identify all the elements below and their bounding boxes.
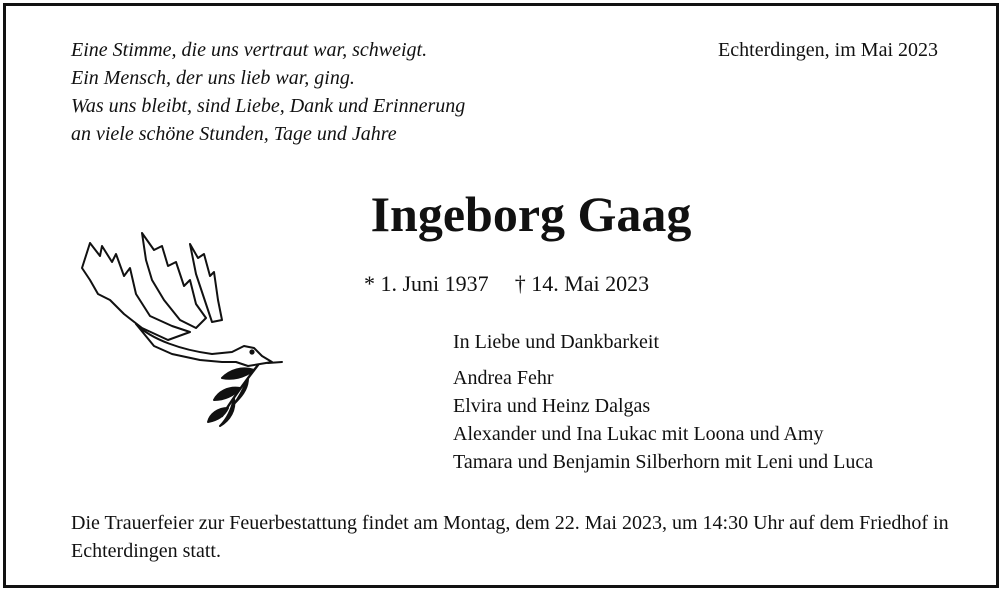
mourner-name: Andrea Fehr: [453, 367, 554, 389]
deceased-name: Ingeborg Gaag: [370, 186, 692, 242]
poem: [71, 36, 465, 148]
place-date: Echterdingen, im Mai 2023: [718, 39, 938, 61]
poem-line: Was uns bleibt, sind Liebe, Dank und Erinnerung: [71, 95, 466, 117]
mourners: [453, 328, 873, 476]
poem-line: Eine Stimme, die uns vertraut war, schweigt.: [71, 39, 428, 61]
mourner-name: Tamara und Benjamin Silberhorn mit Leni und Luca: [453, 451, 874, 473]
mourner-name: Alexander und Ina Lukac mit Loona und Amy: [453, 423, 824, 445]
dove-with-olive-branch-icon: [72, 228, 287, 433]
poem-line: an viele schöne Stunden, Tage und Jahre: [71, 123, 397, 145]
poem-line: Ein Mensch, der uns lieb war, ging.: [71, 67, 355, 89]
funeral-notice: Die Trauerfeier zur Feuerbestattung findet am Montag, dem 22. Mai 2023, um 14:30 Uhr auf dem Friedhof in Echterdingen statt.: [71, 512, 949, 562]
life-dates: [364, 269, 649, 299]
death-date: † 14. Mai 2023: [514, 271, 650, 296]
mourners-intro: In Liebe und Dankbarkeit: [453, 331, 660, 353]
birth-date: * 1. Juni 1937: [364, 271, 489, 296]
mourner-name: Elvira und Heinz Dalgas: [453, 395, 651, 417]
obituary-frame: [3, 3, 999, 588]
